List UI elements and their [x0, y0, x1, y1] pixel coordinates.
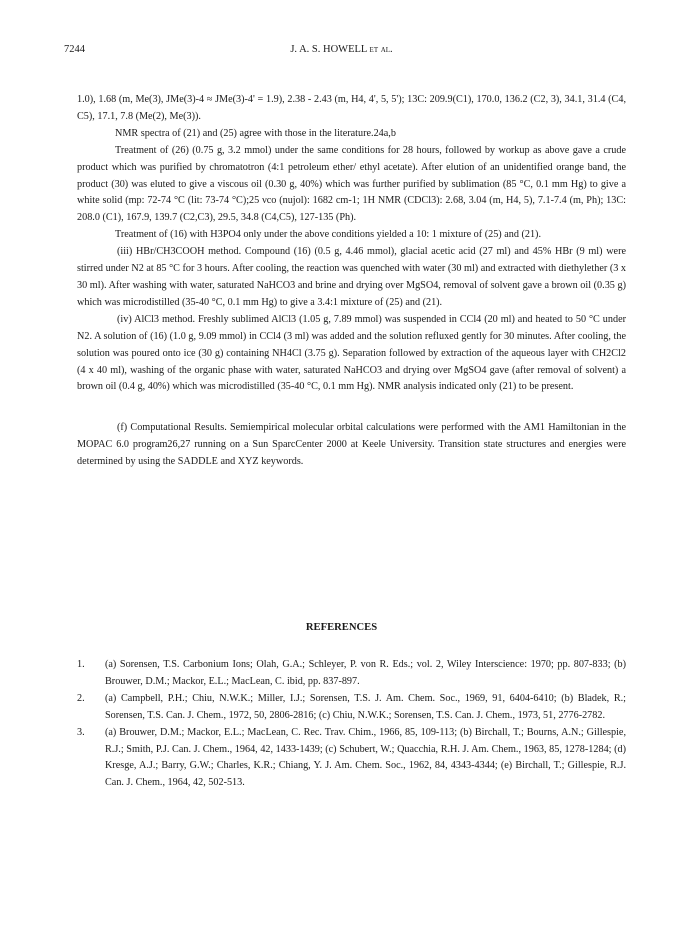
paragraph-treatment-26: Treatment of (26) (0.75 g, 3.2 mmol) under the same conditions for 28 hours, followed by workup as above gave a crude product which was purified by chromatotron (4:1 petroleum ether/ ethyl acetate). After elution of an unidentified orange band, the product (30) was eluted to give a viscous oil (0.30 g, 40%) which was further purified by sublimation (85 °C, 0.1 mm Hg) to give a white solid (mp: 72-74 °C (lit: 73-74 °C);25 νco (nujol): 1682 cm-1; 1H NMR (CDCl3): 2.68, 3.04 (m, H4, 5), 7.1-7.4 (m, Ph); 13C: 208.0 (C1), 167.9, 139.7 (C2,C3), 29.5, 34.8 (C4,C5), 127-135 (Ph). — [77, 144, 626, 224]
paragraph-treatment-16: Treatment of (16) with H3PO4 only under the above conditions yielded a 10: 1 mixture of (25) and (21). — [115, 229, 541, 241]
paragraph-nmr-data: 1.0), 1.68 (m, Me(3), JMe(3)-4 ≈ JMe(3)-4' = 1.9), 2.38 - 2.43 (m, H4, 4', 5, 5'); 13C: 209.9(C1), 170.0, 136.2 (C2, 3), 34.1, 31.4 (C4, C5), 17.1, 7.8 (Me(2), Me(3)). — [77, 94, 626, 122]
reference-text: (a) Sorensen, T.S. Carbonium Ions; Olah, G.A.; Schleyer, P. von R. Eds.; vol. 2, Wiley Interscience: 1970; pp. 807-833; (b) Brouwer, D.M.; Mackor, E.L.; MacLean, C. ibid, pp. 837-897. — [105, 659, 626, 687]
running-head: J. A. S. HOWELL et al. — [290, 44, 393, 55]
reference-number: 3. — [77, 726, 85, 738]
reference-number: 1. — [77, 659, 85, 670]
paragraph-nmr-agreement: NMR spectra of (21) and (25) agree with those in the literature.24a,b — [115, 127, 396, 139]
section-gap — [77, 396, 626, 420]
reference-item — [77, 691, 626, 725]
reference-item — [77, 657, 626, 691]
page-header — [64, 44, 619, 60]
paragraph-alcl3-method: (iv) AlCl3 method. Freshly sublimed AlCl3 (1.05 g, 7.89 mmol) was suspended in CCl4 (20 ml) and heated to 50 °C under N2. A solution of (16) (1.0 g, 9.09 mmol) in CCl4 (3 ml) was added and the solution refluxed gently for 30 minutes. After cooling, the solution was poured onto ice (30 g) containing NH4Cl (3.75 g). Separation followed by extraction of the aqueous layer with CH2Cl2 (4 x 40 ml), washing of the organic phase with water, saturated NaHCO3 and drying over MgSO4 gave (after removal of solvent) a brown oil (0.4 g, 40%) which was microdistilled (35-40 °C, 0.1 mm Hg). NMR analysis indicated only (21) to be present. — [77, 313, 626, 393]
references-heading: REFERENCES — [305, 622, 378, 633]
paragraph-computational-results: (f) Computational Results. Semiempirical molecular orbital calculations were performed with the AM1 Hamiltonian in the MOPAC 6.0 program26,27 running on a Sun SparcCenter 2000 at Keele University. Transition state structures and energies were determined by using the SADDLE and XYZ keywords. — [77, 422, 626, 468]
body-text — [77, 92, 626, 471]
reference-text: (a) Campbell, P.H.; Chiu, N.W.K.; Miller, I.J.; Sorensen, T.S. J. Am. Chem. Soc., 1969, 91, 6404-6410; (b) Bladek, R.; Sorensen, T.S. Can. J. Chem., 1972, 50, 2806-2816; (c) Chiu, N.W.K.; Sorensen, T.S. Can. J. Chem., 1973, 51, 2776-2782. — [105, 692, 626, 721]
reference-item — [77, 725, 626, 793]
page-number: 7244 — [64, 44, 85, 55]
paragraph-hbr-method: (iii) HBr/CH3COOH method. Compound (16) (0.5 g, 4.46 mmol), glacial acetic acid (27 ml) and 45% HBr (9 ml) were stirred under N2 at 85 °C for 3 hours. After cooling, the reaction was quenched with water (30 ml) and extracted with diethylether (3 x 30 ml). After washing with water, saturated NaHCO3 and brine and drying over MgSO4, removal of solvent gave a brown oil (0.35 g) which was microdistilled (35-40 °C, 0.1 mm Hg) to give a 3.4:1 mixture of (25) and (21). — [77, 246, 626, 308]
references-list — [77, 657, 626, 792]
reference-number: 2. — [77, 692, 85, 704]
reference-text: (a) Brouwer, D.M.; Mackor, E.L.; MacLean, C. Rec. Trav. Chim., 1966, 85, 109-113; (b) Birchall, T.; Bourns, A.N.; Gillespie, R.J.; Smith, P.J. Can. J. Chem., 1964, 42, 1433-1439; (c) Schubert, W.; Quacchia, R.H. J. Am. Chem., 1963, 85, 1278-1284; (d) Kresge, A.J.; Barry, G.W.; Charles, K.R.; Chiang, Y. J. Am. Chem. Soc., 1962, 84, 4343-4344; (e) Birchall, T.; Gillespie, R.J. Can. J. Chem., 1964, 42, 502-513. — [105, 726, 626, 789]
